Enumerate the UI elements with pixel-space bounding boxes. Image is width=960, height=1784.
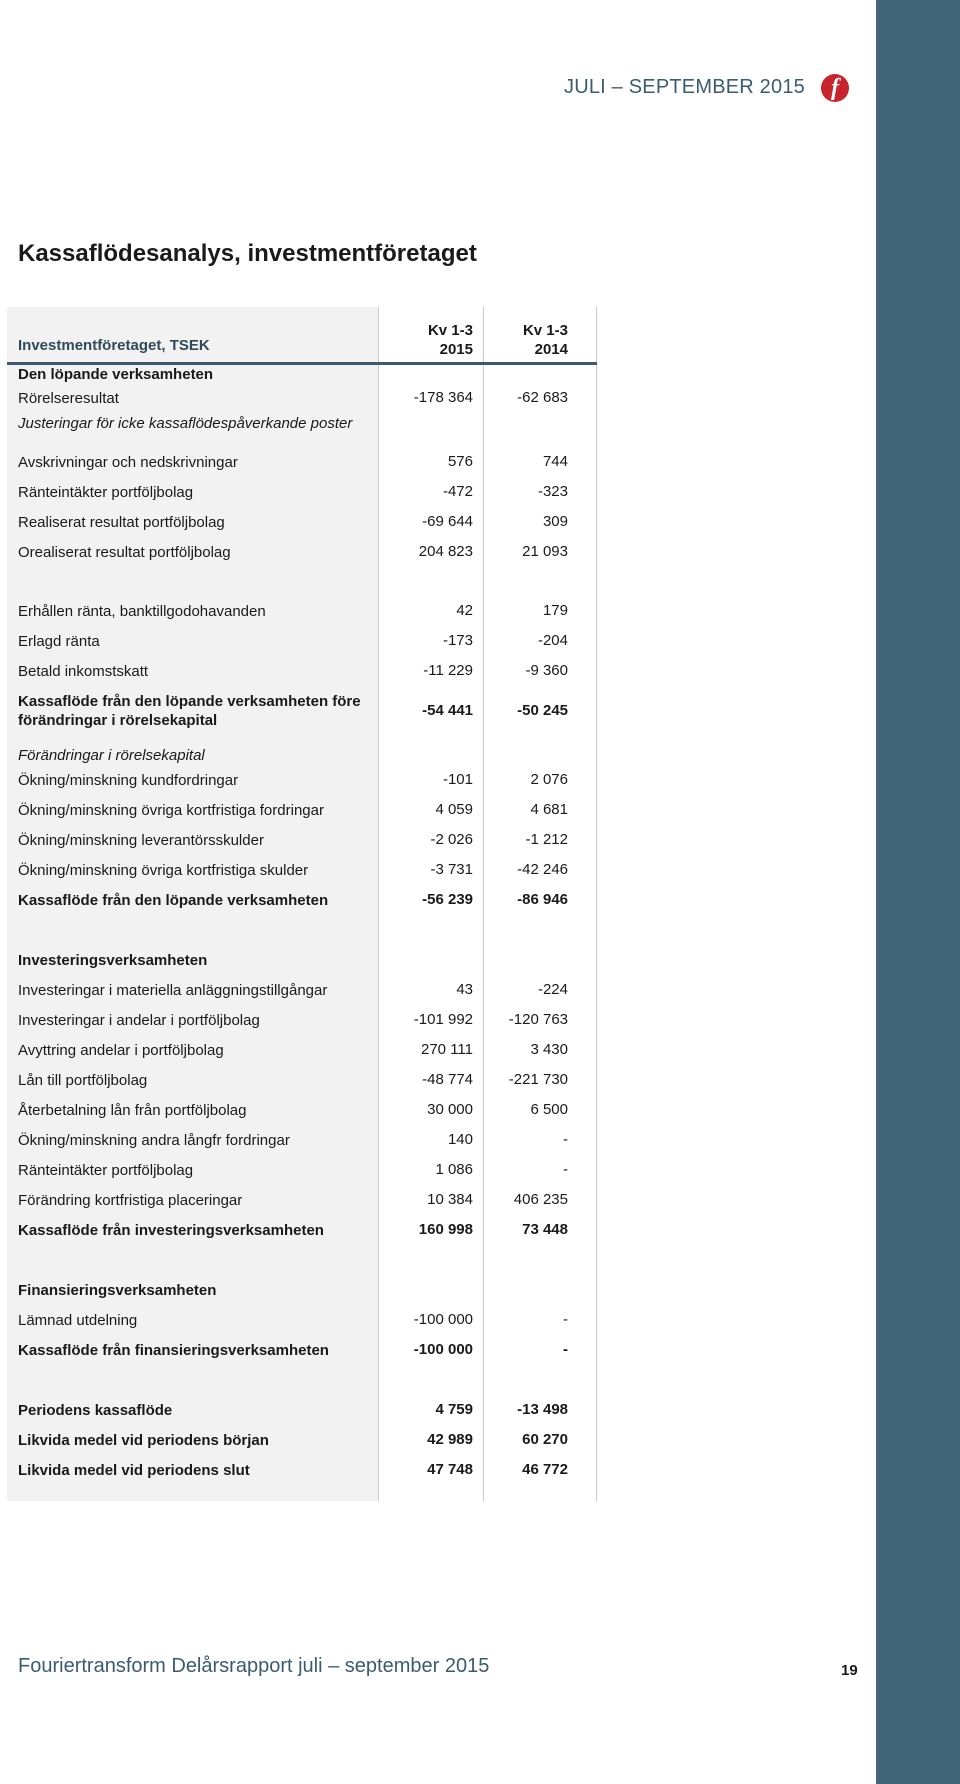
row-value-2015: -173 xyxy=(442,632,473,649)
row-label: Förändring kortfristiga placeringar xyxy=(18,1192,243,1209)
row-value-2014: 73 448 xyxy=(522,1221,568,1238)
table-row xyxy=(7,1011,597,1030)
report-period-header: JULI – SEPTEMBER 2015 xyxy=(564,76,805,98)
table-row xyxy=(7,483,597,502)
row-value-2014: 744 xyxy=(542,453,568,470)
row-value-2015: -3 731 xyxy=(430,861,473,878)
row-label: Ökning/minskning övriga kortfristiga fordringar xyxy=(18,802,324,819)
row-value-2015: -11 229 xyxy=(423,662,473,679)
row-label: Realiserat resultat portföljbolag xyxy=(18,514,225,531)
table-row xyxy=(7,1431,597,1450)
row-value-2015: 30 000 xyxy=(427,1101,473,1118)
row-value-2015: -100 000 xyxy=(413,1311,473,1328)
row-value-2014: 6 500 xyxy=(530,1101,568,1118)
row-value-2014: 309 xyxy=(542,513,568,530)
row-label: Justeringar för icke kassaflödespåverkande poster xyxy=(18,415,353,432)
row-label: Ränteintäkter portföljbolag xyxy=(18,1162,194,1179)
row-label: Ökning/minskning andra långfr fordringar xyxy=(18,1132,290,1149)
row-label: Betald inkomstskatt xyxy=(18,663,149,680)
row-value-2014: -86 946 xyxy=(517,891,568,908)
row-label: Återbetalning lån från portföljbolag xyxy=(18,1102,247,1119)
table-row xyxy=(7,543,597,562)
row-label: Ökning/minskning övriga kortfristiga skulder xyxy=(18,862,309,879)
row-label: Kassaflöde från den löpande verksamheten före förändringar i rörelsekapital xyxy=(18,693,361,729)
row-label: Rörelseresultat xyxy=(18,390,119,407)
row-label: Orealiserat resultat portföljbolag xyxy=(18,544,231,561)
row-value-2014: -204 xyxy=(537,632,568,649)
side-color-bar xyxy=(876,0,960,1784)
table-row xyxy=(7,389,597,408)
row-label: Likvida medel vid periodens början xyxy=(18,1432,269,1449)
table-row xyxy=(7,891,597,910)
row-value-2014: -62 683 xyxy=(517,389,568,406)
row-value-2015: 4 759 xyxy=(435,1401,473,1418)
table-header-label: Investmentföretaget, TSEK xyxy=(18,337,210,354)
table-row xyxy=(7,1401,597,1420)
row-value-2014: -221 730 xyxy=(508,1071,568,1088)
column-header-year: 2014 xyxy=(534,341,568,358)
row-value-2014: -1 212 xyxy=(525,831,568,848)
table-row xyxy=(7,1461,597,1480)
table-row xyxy=(7,1041,597,1060)
row-value-2015: 42 989 xyxy=(427,1431,473,1448)
row-value-2014: 4 681 xyxy=(530,801,568,818)
row-value-2014: 406 235 xyxy=(513,1191,568,1208)
column-header-2015 xyxy=(383,321,473,359)
table-row xyxy=(7,746,597,765)
page-number: 19 xyxy=(841,1662,858,1679)
row-label: Erhållen ränta, banktillgodohavanden xyxy=(18,603,266,620)
row-value-2015: 576 xyxy=(447,453,473,470)
row-value-2014: -224 xyxy=(537,981,568,998)
table-row xyxy=(7,831,597,850)
table-row xyxy=(7,1281,597,1300)
table-row xyxy=(7,1131,597,1150)
row-value-2015: 160 998 xyxy=(418,1221,473,1238)
row-value-2014: 179 xyxy=(542,602,568,619)
table-row xyxy=(7,1221,597,1240)
row-value-2014: 60 270 xyxy=(522,1431,568,1448)
row-value-2015: -69 644 xyxy=(422,513,473,530)
table-row xyxy=(7,1101,597,1120)
row-value-2015: 43 xyxy=(456,981,473,998)
table-row xyxy=(7,861,597,880)
row-value-2015: -56 239 xyxy=(422,891,473,908)
row-label: Kassaflöde från finansieringsverksamheten xyxy=(18,1342,329,1359)
table-row xyxy=(7,453,597,472)
row-value-2014: - xyxy=(563,1311,568,1328)
table-row xyxy=(7,1161,597,1180)
table-header xyxy=(7,307,597,365)
row-label: Erlagd ränta xyxy=(18,633,100,650)
row-label: Periodens kassaflöde xyxy=(18,1402,173,1419)
row-label: Kassaflöde från investeringsverksamheten xyxy=(18,1222,324,1239)
row-value-2014: - xyxy=(563,1161,568,1178)
row-label: Lämnad utdelning xyxy=(18,1312,138,1329)
row-value-2015: 1 086 xyxy=(435,1161,473,1178)
row-label: Likvida medel vid periodens slut xyxy=(18,1462,250,1479)
table-row xyxy=(7,662,597,681)
row-value-2015: -100 000 xyxy=(413,1341,473,1358)
table-row xyxy=(7,801,597,820)
row-value-2015: 140 xyxy=(447,1131,473,1148)
row-value-2014: 3 430 xyxy=(530,1041,568,1058)
table-row xyxy=(7,951,597,970)
table-row xyxy=(7,632,597,651)
row-label: Investeringar i materiella anläggningstillgångar xyxy=(18,982,328,999)
row-label: Finansieringsverksamheten xyxy=(18,1282,217,1299)
column-header-period: Kv 1-3 xyxy=(522,322,568,339)
row-label: Ränteintäkter portföljbolag xyxy=(18,484,194,501)
column-header-2014 xyxy=(478,321,568,359)
table-row xyxy=(7,1311,597,1330)
row-label: Kassaflöde från den löpande verksamheten xyxy=(18,892,329,909)
row-label: Ökning/minskning leverantörsskulder xyxy=(18,832,264,849)
row-value-2014: - xyxy=(563,1131,568,1148)
table-row xyxy=(7,1071,597,1090)
row-label: Förändringar i rörelsekapital xyxy=(18,747,205,764)
table-row xyxy=(7,771,597,790)
row-value-2015: 204 823 xyxy=(418,543,473,560)
table-row xyxy=(7,365,597,384)
row-label: Investeringar i andelar i portföljbolag xyxy=(18,1012,260,1029)
row-value-2014: 21 093 xyxy=(522,543,568,560)
row-label: Avyttring andelar i portföljbolag xyxy=(18,1042,224,1059)
row-value-2015: 10 384 xyxy=(427,1191,473,1208)
row-value-2014: -42 246 xyxy=(517,861,568,878)
row-value-2014: -50 245 xyxy=(517,702,568,719)
row-value-2015: 47 748 xyxy=(427,1461,473,1478)
row-value-2015: -101 992 xyxy=(413,1011,473,1028)
row-value-2014: - xyxy=(563,1341,568,1358)
row-value-2014: 46 772 xyxy=(522,1461,568,1478)
table-row xyxy=(7,1191,597,1210)
row-label: Avskrivningar och nedskrivningar xyxy=(18,454,238,471)
row-value-2014: -9 360 xyxy=(525,662,568,679)
row-value-2014: -120 763 xyxy=(508,1011,568,1028)
row-value-2014: -13 498 xyxy=(517,1401,568,1418)
row-label: Investeringsverksamheten xyxy=(18,952,208,969)
row-value-2015: 4 059 xyxy=(435,801,473,818)
column-header-year: 2015 xyxy=(439,341,473,358)
table-row xyxy=(7,981,597,1000)
row-value-2015: -48 774 xyxy=(422,1071,473,1088)
column-header-period: Kv 1-3 xyxy=(427,322,473,339)
row-value-2015: -472 xyxy=(442,483,473,500)
row-label: Lån till portföljbolag xyxy=(18,1072,148,1089)
row-value-2015: 42 xyxy=(456,602,473,619)
row-label: Ökning/minskning kundfordringar xyxy=(18,772,239,789)
table-row xyxy=(7,1341,597,1360)
page-title: Kassaflödesanalys, investmentföretaget xyxy=(18,240,477,267)
row-value-2015: -2 026 xyxy=(430,831,473,848)
row-value-2014: 2 076 xyxy=(530,771,568,788)
row-value-2015: -101 xyxy=(442,771,473,788)
table-row xyxy=(7,692,597,730)
row-value-2015: 270 111 xyxy=(421,1041,473,1058)
row-value-2014: -323 xyxy=(537,483,568,500)
footer-report-title: Fouriertransform Delårsrapport juli – september 2015 xyxy=(18,1655,490,1677)
table-row xyxy=(7,513,597,532)
table-row xyxy=(7,602,597,621)
company-logo-icon: f xyxy=(821,74,849,102)
row-label: Den löpande verksamheten xyxy=(18,366,214,383)
table-row xyxy=(7,414,597,452)
row-value-2015: -178 364 xyxy=(413,389,473,406)
row-value-2015: -54 441 xyxy=(422,702,473,719)
